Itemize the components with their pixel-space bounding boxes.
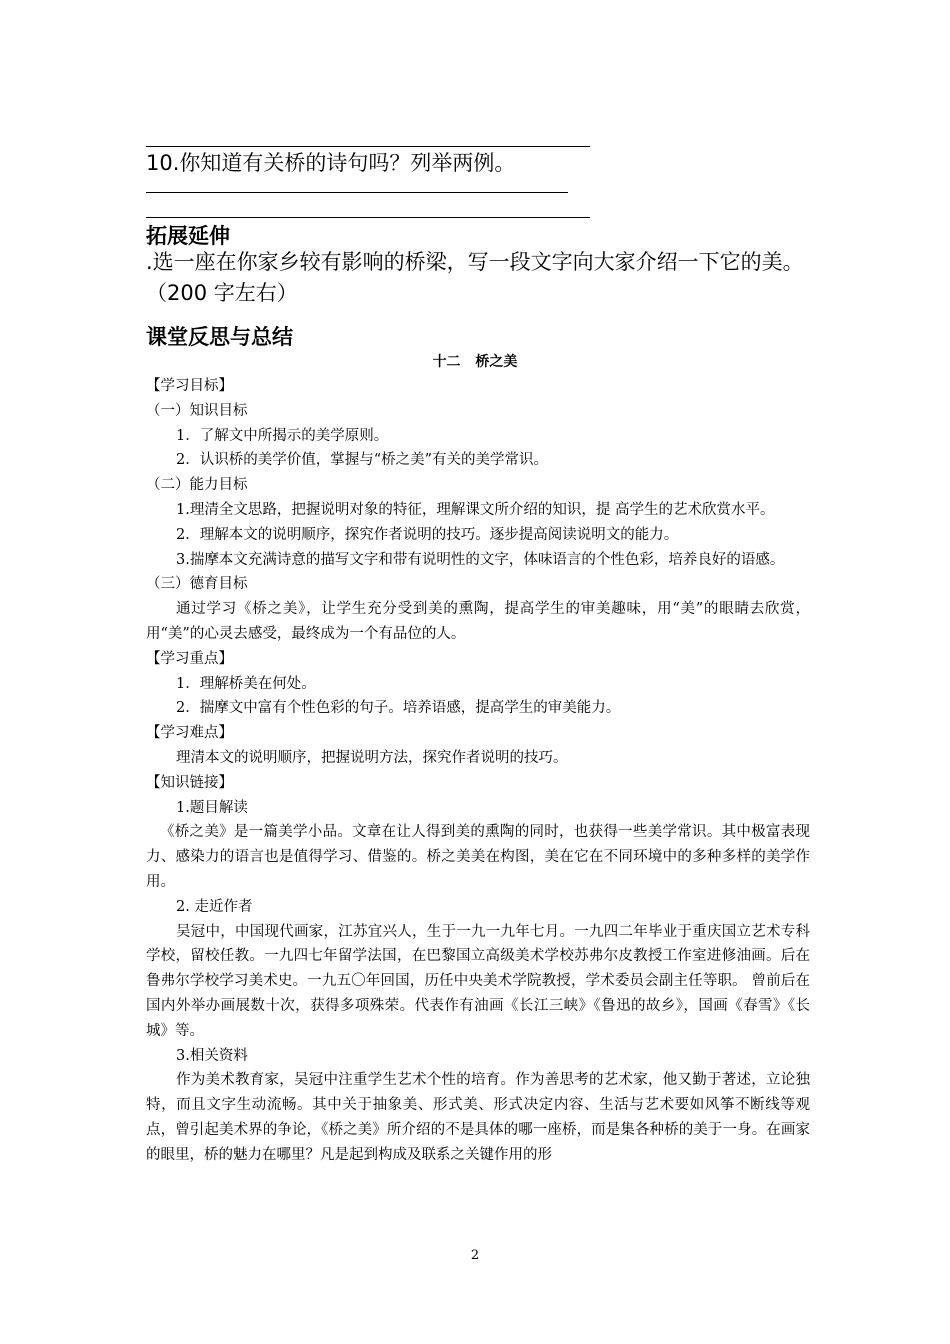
section-header-knowledge-links: 【知识链接】 (146, 774, 233, 791)
section-header-goals: 【学习目标】 (146, 378, 233, 394)
ability-item-1: 1.理清全文思路，把握说明对象的特征，理解课文所介绍的知识，提 高学生的艺术欣赏水平。 (176, 501, 775, 518)
key-point-1: 1．理解桥美在何处。 (176, 675, 316, 692)
key-point-2: 2．揣摩文中富有个性色彩的句子。培养语感，提高学生的审美能力。 (176, 700, 621, 717)
knowledge-item-1: 1．了解文中所揭示的美学原则。 (176, 427, 389, 444)
subsection-moral: （三）德育目标 (146, 576, 248, 593)
extension-prompt: .选一座在你家乡较有影响的桥梁，写一段文字向大家介绍一下它的美。（200 字左右） (146, 250, 804, 305)
question-10: 10.你知道有关桥的诗句吗？列举两例。 (146, 151, 516, 175)
moral-item-1: 通过学习《桥之美》，让学生充分受到美的熏陶，提高学生的审美趣味，用“美”的眼睛去欣赏，用“美”的心灵去感受，最终成为一个有品位的人。 (146, 601, 810, 642)
link-1-text: 《桥之美》是一篇美学小品。文章在让人得到美的熏陶的同时，也获得一些美学常识。其中极富表现力、感染力的语言也是值得学习、借鉴的。桥之美美在构图，美在它在不同环境中的多种多样的美学作用。 (146, 824, 810, 890)
link-2-title: 2. 走近作者 (176, 898, 253, 915)
extension-heading: 拓展延伸 (146, 224, 230, 248)
answer-line (146, 192, 568, 193)
link-2-text: 吴冠中，中国现代画家，江苏宜兴人，生于一九一九年七月。一九四二年毕业于重庆国立艺术专科学校，留校任教。一九四七年留学法国，在巴黎国立高级美术学校苏弗尔皮教授工作室进修油画。后在鲁弗尔学校学习美术史。一九五〇年回国，历任中央美术学院教授，学术委员会副主任等职。 曾前后在国内外举办画展数十次，获得多项殊荣。代表作有油画《长江三峡》《鲁迅的故乡》，国画《春雪》《长城》等。 (146, 923, 810, 1039)
knowledge-item-2: 2．认识桥的美学价值，掌握与“桥之美”有关的美学常识。 (176, 452, 549, 469)
subsection-ability: （二）能力目标 (146, 477, 248, 494)
link-1-title: 1.题目解读 (176, 799, 248, 816)
answer-line (146, 217, 590, 218)
section-header-difficulty: 【学习难点】 (146, 725, 233, 742)
link-3-text: 作为美术教育家，吴冠中注重学生艺术个性的培育。作为善思考的艺术家，他又勤于著述，立论独特，而且文字生动流畅。其中关于抽象美、形式美、形式决定内容、生活与艺术要如风筝不断线等观点，曾引起美术界的争论，《桥之美》所介绍的不是具体的哪一座桥，而是集各种桥的美于一身。在画家的眼里，桥的魅力在哪里？凡是起到构成及联系之关键作用的形 (146, 1072, 810, 1163)
subsection-knowledge: （一）知识目标 (146, 402, 248, 419)
answer-line (146, 146, 590, 147)
section-header-key-points: 【学习重点】 (146, 650, 233, 667)
lesson-title: 十二 桥之美 (432, 354, 518, 370)
difficulty-item-1: 理清本文的说明顺序，把握说明方法，探究作者说明的技巧。 (176, 749, 568, 766)
page-number: 2 (470, 1248, 480, 1263)
link-3-title: 3.相关资料 (176, 1047, 248, 1064)
ability-item-3: 3.揣摩本文充满诗意的描写文字和带有说明性的文字，体味语言的个性色彩，培养良好的语感。 (176, 551, 785, 568)
ability-item-2: 2．理解本文的说明顺序，探究作者说明的技巧。逐步提高阅读说明文的能力。 (176, 526, 679, 543)
lesson-body (146, 374, 810, 1168)
reflection-heading: 课堂反思与总结 (146, 325, 293, 349)
